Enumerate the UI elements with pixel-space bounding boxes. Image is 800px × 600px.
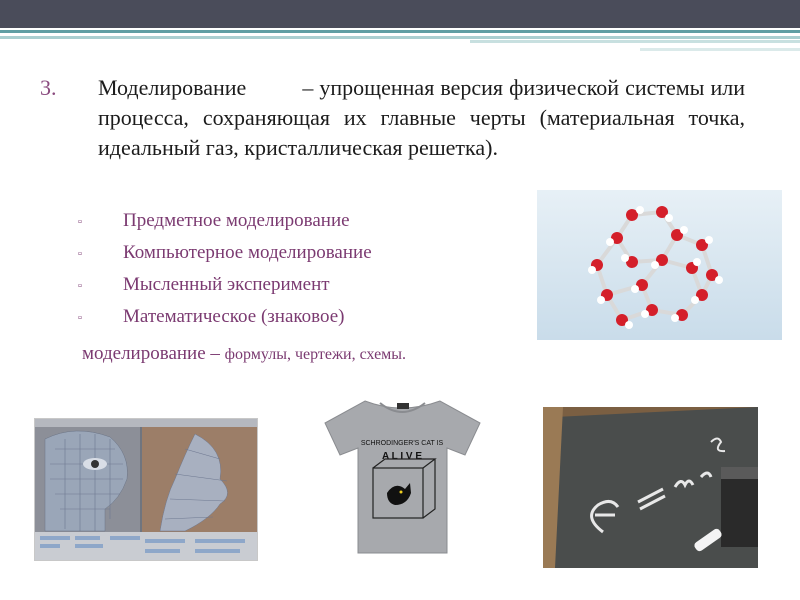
continuation-line: моделирование – формулы, чертежи, схемы. (82, 343, 407, 364)
definition-paragraph (98, 73, 745, 163)
bullet-marker-icon: ▫ (78, 312, 82, 324)
schrodinger-cat-tshirt-image (315, 393, 490, 558)
chalkboard-emc2-image (543, 407, 758, 568)
item-number: 3. (40, 75, 57, 100)
molecular-crystal-model-image (537, 190, 782, 340)
shirt-text-line2: A L I V E (381, 451, 423, 462)
term-dash: – (302, 75, 314, 100)
bullet-marker-icon: ▫ (78, 216, 82, 228)
term: Моделирование (98, 75, 247, 100)
numbered-item (40, 73, 745, 163)
definition-text: упрощенная версия физической системы или процесса, сохраняющая их главные черты (материальная точка, идеальный газ, кристаллическая решетка). (98, 75, 746, 160)
bullet-marker-icon: ▫ (78, 280, 82, 292)
shirt-text-line1: SCHRODINGER'S CAT IS (360, 440, 444, 447)
bullet-marker-icon: ▫ (78, 248, 82, 260)
slide-top-bar (0, 0, 800, 28)
decorative-stripes (0, 28, 800, 58)
3d-face-modeling-screenshot-image (34, 418, 258, 561)
